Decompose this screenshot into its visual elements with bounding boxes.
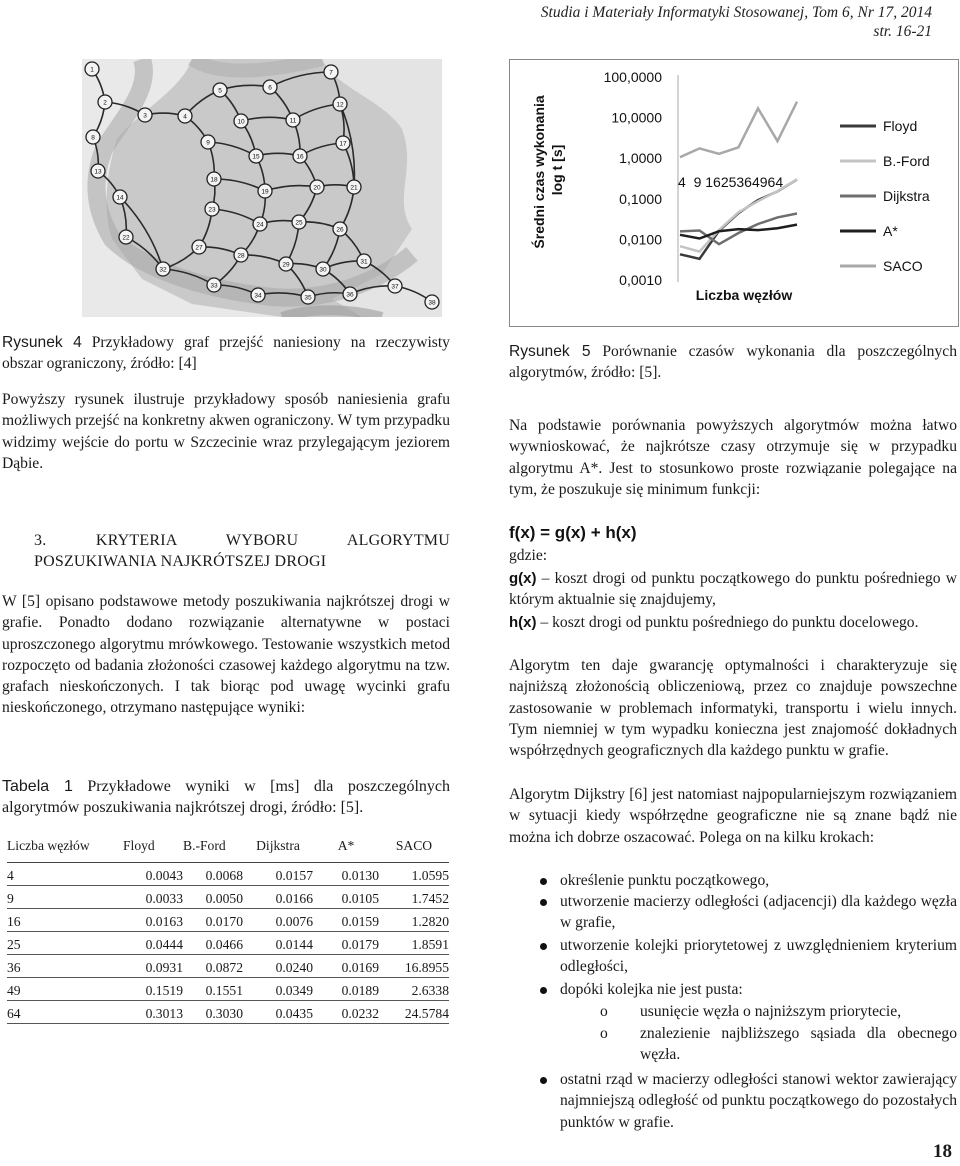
graph-node-label: 17: [339, 140, 347, 148]
graph-node-label: 12: [336, 101, 344, 109]
table-cell-value: 0.1519: [123, 978, 183, 1001]
graph-node-label: 32: [159, 266, 167, 274]
table-cell-nodes: 64: [7, 1001, 123, 1024]
graph-node-label: 11: [289, 117, 297, 125]
table-row: [7, 1001, 449, 1024]
bullet-item-3: utworzenie kolejki priorytetowej z uwzględnieniem kryterium odległości,: [560, 937, 957, 976]
y-tick-label: 10,0000: [611, 109, 662, 126]
table-cell-value: 0.0163: [123, 909, 183, 932]
legend-label: Dijkstra: [883, 188, 930, 204]
page-range: str. 16-21: [873, 23, 932, 40]
sub-bullet-item-2: znalezienie najbliższego sąsiada dla obecnego węzła.: [640, 1025, 957, 1064]
table-cell-nodes: 49: [7, 978, 123, 1001]
graph-node-label: 26: [336, 226, 344, 234]
bullet-item-1: określenie punktu początkowego,: [560, 872, 770, 889]
sub-bullet-marker-2: o: [600, 1025, 608, 1042]
graph-node-label: 13: [94, 168, 102, 176]
table-cell-nodes: 16: [7, 909, 123, 932]
table-cell-value: 1.8591: [379, 932, 449, 955]
bullet-item-5: ostatni rząd w macierzy odległości stanowi wektor zawierający najmniejszą odległość od punktu początkowego do pozostałych punktów w grafie.: [560, 1071, 957, 1131]
col-header-astar: A*: [313, 835, 379, 863]
symbol-h: h(x): [509, 614, 537, 631]
figure-4-map: [82, 59, 442, 317]
col-header-dijkstra: Dijkstra: [243, 835, 313, 863]
table-cell-value: 1.0595: [379, 863, 449, 886]
figure-4-caption-text: Przykładowy graf przejść naniesiony na rzeczywisty obszar ograniczony, źródło: [4]: [2, 334, 450, 373]
figure-5-label: Rysunek 5: [509, 343, 591, 360]
bullet-item-4: dopóki kolejka nie jest pusta:: [560, 981, 743, 998]
graph-node-label: 28: [237, 252, 245, 260]
graph-node-label: 25: [295, 219, 303, 227]
legend-label: A*: [883, 223, 898, 239]
table-cell-value: 2.6338: [379, 978, 449, 1001]
symbol-g: g(x): [509, 570, 537, 587]
bullet-dot: [540, 987, 547, 994]
journal-title: Studia i Materiały Informatyki Stosowanej, Tom 6, Nr 17, 2014: [540, 4, 932, 21]
graph-node-label: 10: [237, 118, 245, 126]
legend-label: Floyd: [883, 118, 918, 134]
graph-node-label: 3: [143, 112, 147, 120]
graph-node-label: 6: [268, 84, 272, 92]
col-header-nodes: Liczba węzłów: [7, 835, 123, 863]
graph-node-label: 8: [91, 134, 95, 142]
table-1-caption: [2, 776, 450, 819]
y-tick-label: 1,0000: [619, 150, 662, 167]
figure-5-caption-text: Porównanie czasów wykonania dla poszczególnych algorytmów, źródło: [5].: [509, 343, 957, 382]
graph-node-label: 19: [261, 188, 269, 196]
table-row: [7, 909, 449, 932]
table-cell-value: 0.0872: [183, 955, 243, 978]
graph-node-label: 14: [116, 194, 124, 202]
table-cell-value: 0.0144: [243, 932, 313, 955]
table-cell-nodes: 25: [7, 932, 123, 955]
table-cell-value: 0.0050: [183, 886, 243, 909]
paragraph-astar: Algorytm ten daje gwarancję optymalności i charakteryzuje się najniższą złożonością obliczeniową, przez co znajduje powszechne zastosowanie w problemach informatyki, transportu i wielu innych. Tym niemniej w tym wypadku konieczna jest znajomość dokładnych współrzędnych geograficznych dla każdego punktu w grafie.: [509, 657, 957, 760]
table-cell-nodes: 9: [7, 886, 123, 909]
paragraph-dijkstra: Algorytm Dijkstry [6] jest natomiast najpopularniejszym rozwiązaniem w sytuacji kiedy współrzędne geograficzne nie są znane bądź nie można ich dobrze oszacować. Polega on na kilku krokach:: [509, 786, 957, 846]
bullet-dot: [540, 899, 547, 906]
table-header-row: [7, 835, 449, 863]
y-tick-label: 0,0010: [619, 272, 662, 288]
y-axis-label-line2: log t [s]: [549, 144, 565, 196]
table-cell-nodes: 36: [7, 955, 123, 978]
results-table-wrap: [7, 835, 449, 1024]
bullet-dot: [540, 943, 547, 950]
y-axis-label-line1: Średni czas wykonania: [531, 95, 547, 249]
graph-node-label: 16: [296, 153, 304, 161]
table-cell-value: 0.3030: [183, 1001, 243, 1024]
graph-node-label: 36: [346, 291, 354, 299]
graph-node-label: 35: [304, 294, 312, 302]
legend-label: SACO: [883, 258, 923, 274]
col-header-saco: SACO: [379, 835, 449, 863]
bullet-dot: [540, 1077, 547, 1084]
bullet-item-2: utworzenie macierzy odległości (adjacencji) dla każdego węzła w grafie,: [560, 893, 957, 932]
graph-node-label: 20: [313, 184, 321, 192]
y-tick-label: 0,1000: [619, 190, 662, 207]
table-cell-value: 0.0076: [243, 909, 313, 932]
table-cell-value: 16.8955: [379, 955, 449, 978]
table-cell-value: 0.0466: [183, 932, 243, 955]
table-row: [7, 863, 449, 886]
table-cell-value: 0.0444: [123, 932, 183, 955]
section-heading: [34, 530, 450, 572]
paragraph-comparison: Na podstawie porównania powyższych algorytmów można łatwo wywnioskować, że najkrótsze czasy otrzymuje się w przypadku algorytmu A*. Jest to stosunkowo proste rozwiązanie polegające na tym, że poszukuje się minimum funkcji:: [509, 417, 957, 498]
col-header-floyd: Floyd: [123, 835, 183, 863]
figure-4-label: Rysunek 4: [2, 334, 82, 351]
table-cell-value: 0.0232: [313, 1001, 379, 1024]
label-gdzie: gdzie:: [509, 547, 548, 564]
graph-node-label: 5: [218, 87, 222, 95]
graph-node-label: 21: [350, 184, 358, 192]
table-cell-value: 0.0105: [313, 886, 379, 909]
definition-h: [509, 612, 957, 633]
table-cell-value: 0.0169: [313, 955, 379, 978]
x-tick-labels: 4 9 1625364964: [678, 174, 784, 190]
definition-h-text: – koszt drogi od punktu pośredniego do punktu docelowego.: [536, 614, 919, 631]
table-cell-value: 0.0179: [313, 932, 379, 955]
table-cell-value: 0.0349: [243, 978, 313, 1001]
graph-node-label: 24: [256, 221, 264, 229]
legend-label: B.-Ford: [883, 153, 930, 169]
table-cell-value: 0.0189: [313, 978, 379, 1001]
definition-g: [509, 568, 957, 611]
table-cell-value: 0.0159: [313, 909, 379, 932]
page-number: 18: [933, 1141, 952, 1162]
table-cell-value: 1.7452: [379, 886, 449, 909]
journal-header: [541, 3, 932, 41]
definition-g-text: – koszt drogi od punktu początkowego do punktu pośredniego w którym aktualnie się znajdujemy,: [509, 570, 957, 609]
figure-5-chart: [509, 59, 959, 327]
graph-node-label: 31: [360, 258, 368, 266]
table-cell-value: 0.0435: [243, 1001, 313, 1024]
section-heading-line1: 3. KRYTERIA WYBORU ALGORYTMU: [34, 532, 450, 549]
table-row: [7, 978, 449, 1001]
results-table: [7, 835, 449, 1024]
table-cell-value: 0.0157: [243, 863, 313, 886]
table-cell-value: 0.0043: [123, 863, 183, 886]
figure-5-caption: [509, 341, 957, 384]
table-row: [7, 955, 449, 978]
table-cell-value: 0.0240: [243, 955, 313, 978]
table-row: [7, 886, 449, 909]
table-cell-nodes: 4: [7, 863, 123, 886]
graph-node-label: 34: [254, 292, 262, 300]
table-1-caption-text: Przykładowe wyniki w [ms] dla poszczególnych algorytmów poszukiwania najkrótszej drogi, źródło: [5].: [2, 778, 450, 817]
graph-node-label: 22: [122, 234, 130, 242]
table-cell-value: 0.0170: [183, 909, 243, 932]
paragraph-map-description: Powyższy rysunek ilustruje przykładowy sposób naniesienia grafu możliwych przejść na konkretny akwen ograniczony. W tym przypadku widzimy wejście do portu w Szczecinie wraz przylegającym jeziorem Dąbie.: [2, 391, 450, 472]
figure-4-caption: [2, 332, 450, 375]
table-cell-value: 0.0068: [183, 863, 243, 886]
y-tick-label: 0,0100: [619, 231, 662, 248]
graph-node-label: 9: [206, 139, 210, 147]
graph-node-label: 27: [195, 244, 203, 252]
sub-bullet-item-1: usunięcie węzła o najniższym priorytecie,: [640, 1003, 902, 1020]
section-heading-line2: POSZUKIWANIA NAJKRÓTSZEJ DROGI: [34, 553, 327, 570]
y-tick-label: 100,0000: [603, 69, 662, 85]
sub-bullet-marker-1: o: [600, 1003, 608, 1020]
table-cell-value: 0.0931: [123, 955, 183, 978]
graph-node-label: 23: [208, 206, 216, 214]
bullet-dot: [540, 878, 547, 885]
table-cell-value: 1.2820: [379, 909, 449, 932]
table-cell-value: 0.0033: [123, 886, 183, 909]
table-cell-value: 24.5784: [379, 1001, 449, 1024]
table-1-label: Tabela 1: [2, 778, 73, 795]
table-row: [7, 932, 449, 955]
table-cell-value: 0.3013: [123, 1001, 183, 1024]
log-time-chart: [510, 60, 958, 326]
graph-map: [82, 59, 442, 317]
table-cell-value: 0.1551: [183, 978, 243, 1001]
graph-node-label: 1: [90, 66, 94, 74]
graph-node-label: 15: [252, 153, 260, 161]
table-cell-value: 0.0166: [243, 886, 313, 909]
graph-node-label: 7: [329, 69, 333, 77]
graph-node-label: 29: [282, 261, 290, 269]
paragraph-methods: W [5] opisano podstawowe metody poszukiwania najkrótszej drogi w grafie. Ponadto dodano rozwiązanie alternatywne w postaci uproszczonego algorytmu mrówkowego. Testowanie wszystkich metod rozpoczęto od badania złożoności czasowej każdego algorytmu na tzw. grafach nieskończonych. I tak biorąc pod uwagę wycinki grafu nieskończonego, otrzymano następujące wyniki:: [2, 593, 450, 717]
table-cell-value: 0.0130: [313, 863, 379, 886]
col-header-bford: B.-Ford: [183, 835, 243, 863]
x-axis-label: Liczba węzłów: [695, 287, 793, 303]
graph-node-label: 18: [210, 176, 218, 184]
formula-main: f(x) = g(x) + h(x): [509, 523, 637, 542]
graph-node-label: 2: [103, 99, 107, 107]
graph-node-label: 4: [183, 113, 187, 121]
graph-node-label: 33: [210, 282, 218, 290]
graph-node-label: 30: [319, 266, 327, 274]
graph-node-label: 38: [428, 299, 436, 307]
graph-node-label: 37: [391, 283, 399, 291]
